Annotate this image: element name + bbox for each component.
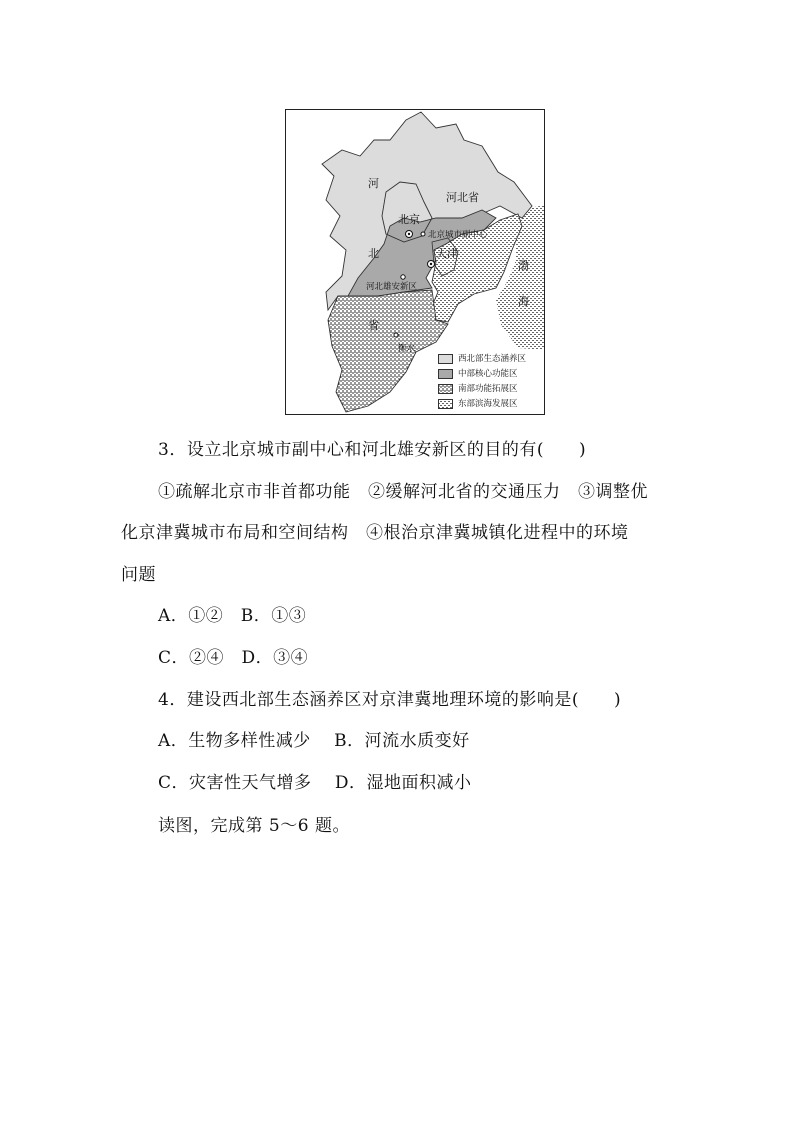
legend-label: 南部功能拓展区 bbox=[458, 384, 518, 394]
label-sub-center: 北京城市副中心 bbox=[428, 230, 488, 240]
label-xiongan: 河北雄安新区 bbox=[366, 282, 418, 292]
label-tianjin: 天津 bbox=[436, 247, 458, 260]
sub-center-marker bbox=[421, 232, 425, 236]
question-4-choices-cd: C．灾害性天气增多 D．湿地面积减小 bbox=[158, 773, 472, 793]
southern-expansion-zone bbox=[328, 290, 448, 412]
legend-swatch bbox=[438, 399, 453, 409]
question-3-options-line1: ①疏解北京市非首都功能 ②缓解河北省的交通压力 ③调整优 bbox=[158, 482, 648, 502]
legend-label: 东部滨海发展区 bbox=[458, 399, 518, 409]
label-hai: 海 bbox=[518, 295, 529, 308]
label-sheng: 省 bbox=[368, 319, 379, 332]
map-figure bbox=[285, 109, 545, 415]
legend-swatch bbox=[438, 354, 453, 364]
legend-label: 中部核心功能区 bbox=[458, 369, 518, 379]
read-map-instruction: 读图，完成第 5～6 题。 bbox=[158, 816, 350, 836]
label-bo: 渤 bbox=[518, 259, 529, 272]
question-3-options-line3: 问题 bbox=[121, 565, 156, 585]
xiongan-marker bbox=[401, 275, 405, 279]
legend-swatch bbox=[438, 384, 453, 394]
question-3-options-line2: 化京津冀城市布局和空间结构 ④根治京津冀城镇化进程中的环境 bbox=[121, 523, 629, 543]
legend-label: 西北部生态涵养区 bbox=[458, 354, 527, 364]
label-hengshui: 衡水 bbox=[398, 344, 416, 354]
label-beijing: 北京 bbox=[398, 213, 420, 226]
hengshui-marker bbox=[394, 333, 398, 337]
question-3-choices-cd: C．②④ D．③④ bbox=[158, 648, 309, 668]
label-hebei-province: 河北省 bbox=[446, 191, 479, 204]
label-bei: 北 bbox=[368, 247, 379, 260]
question-3-choices-ab: A．①② B．①③ bbox=[158, 606, 307, 626]
question-4-stem: 4．建设西北部生态涵养区对京津冀地理环境的影响是( ) bbox=[158, 690, 622, 710]
label-he: 河 bbox=[368, 177, 379, 190]
question-4-choices-ab: A．生物多样性减少 B．河流水质变好 bbox=[158, 731, 470, 751]
legend-swatch bbox=[438, 369, 453, 379]
question-3-stem: 3．设立北京城市副中心和河北雄安新区的目的有( ) bbox=[158, 440, 587, 460]
